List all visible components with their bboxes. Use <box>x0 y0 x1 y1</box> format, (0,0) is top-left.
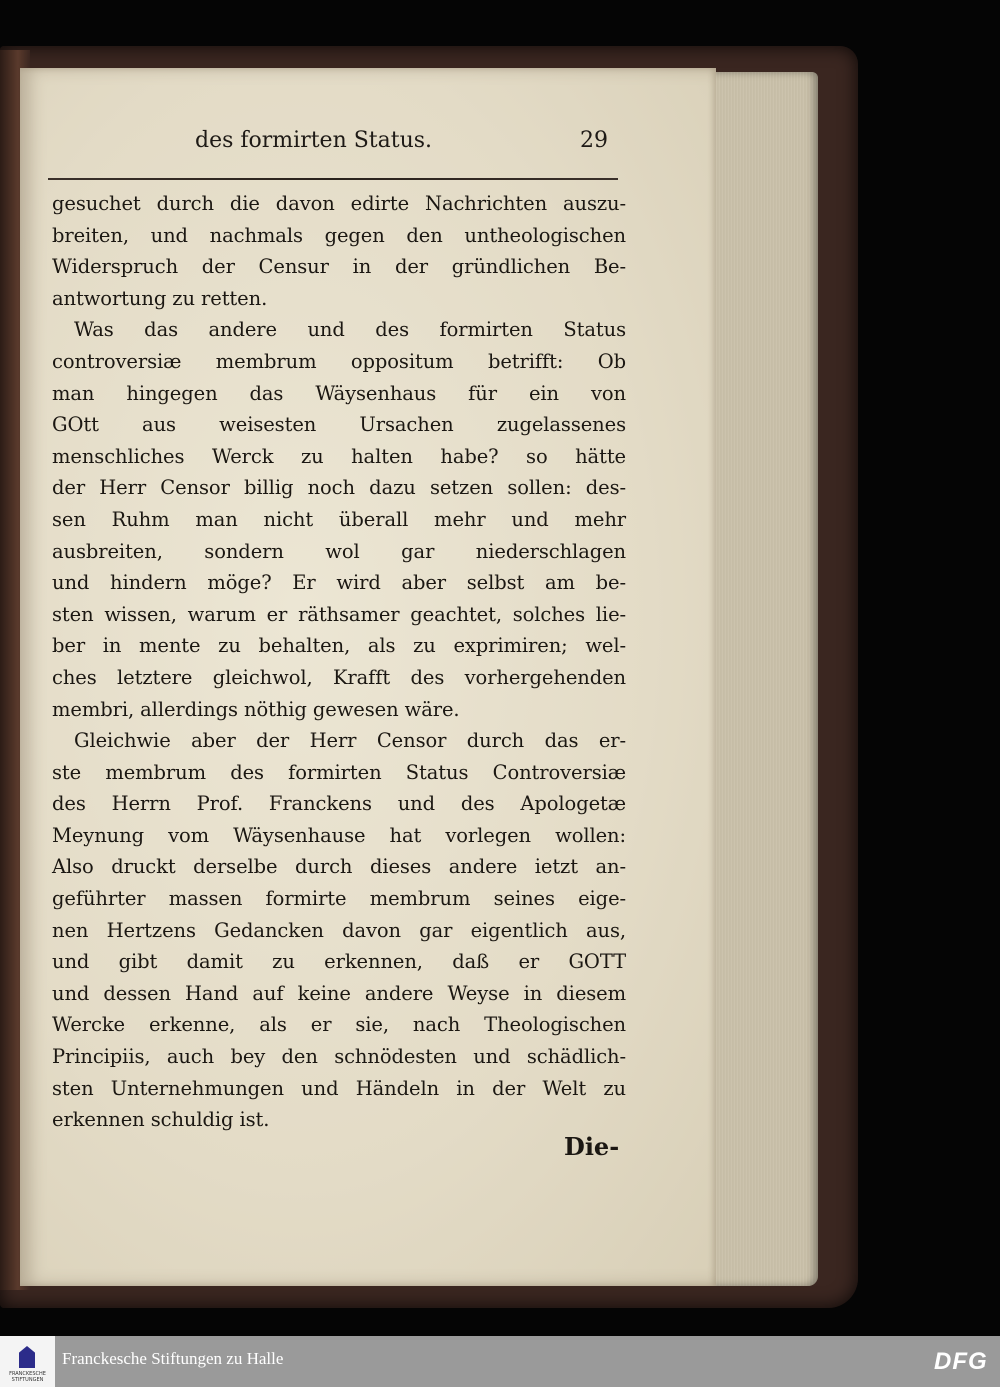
running-title: des formirten Status. <box>195 128 433 153</box>
text-line: erkennen schuldig ist. <box>52 1108 270 1132</box>
text-line: und hindern möge? Er wird aber selbst am be- <box>52 571 626 595</box>
text-line: ausbreiten, sondern wol gar niederschlagen <box>52 539 626 563</box>
page-number: 29 <box>580 128 608 153</box>
text-line: und dessen Hand auf keine andere Weyse in diesem <box>52 981 626 1005</box>
text-line: ber in mente zu behalten, als zu exprimiren; wel- <box>52 634 626 658</box>
viewer-footer <box>0 1336 1000 1387</box>
dfg-logo[interactable]: DFG <box>934 1348 988 1375</box>
body-text <box>52 188 626 1136</box>
text-line: sten Unternehmungen und Händeln in der Welt zu <box>52 1076 626 1100</box>
institution-logo[interactable] <box>0 1336 55 1387</box>
text-line: Principiis, auch bey den schnödesten und schädlich- <box>52 1045 626 1069</box>
catchword: Die- <box>564 1132 620 1161</box>
text-line: Gleichwie aber der Herr Censor durch das er- <box>74 729 626 753</box>
text-line: breiten, und nachmals gegen den untheologischen <box>52 223 626 247</box>
text-line: und gibt damit zu erkennen, daß er GOTT <box>52 950 626 974</box>
logo-caption: FRANCKESCHE STIFTUNGEN <box>9 1371 46 1383</box>
text-line: der Herr Censor billig noch dazu setzen sollen: des- <box>52 476 626 500</box>
text-line: ches letztere gleichwol, Krafft des vorhergehenden <box>52 665 626 689</box>
text-line: membri, allerdings nöthig gewesen wäre. <box>52 697 460 721</box>
text-line: antwortung zu retten. <box>52 286 268 310</box>
text-line: controversiæ membrum oppositum betrifft: Ob <box>52 349 626 373</box>
text-line: geführter massen formirte membrum seines eige- <box>52 887 626 911</box>
text-line: Widerspruch der Censur in der gründlichen Be- <box>52 255 626 279</box>
text-line: GOtt aus weisesten Ursachen zugelassenes <box>52 413 626 437</box>
text-line: nen Hertzens Gedancken davon gar eigentlich aus, <box>52 918 626 942</box>
page-header <box>195 128 615 168</box>
text-line: man hingegen das Wäysenhaus für ein von <box>52 381 626 405</box>
text-line: Wercke erkenne, als er sie, nach Theologischen <box>52 1013 626 1037</box>
text-line: gesuchet durch die davon edirte Nachrichten auszu- <box>52 192 626 215</box>
page-stack-edge <box>700 72 818 1286</box>
institution-name[interactable]: Franckesche Stiftungen zu Halle <box>62 1349 284 1368</box>
text-line: des Herrn Prof. Franckens und des Apologetæ <box>52 792 626 816</box>
text-line: Meynung vom Wäysenhause hat vorlegen wollen: <box>52 823 626 847</box>
text-line: Also druckt derselbe durch dieses andere ietzt an- <box>52 855 626 879</box>
text-line: menschliches Werck zu halten habe? so hätte <box>52 444 626 468</box>
text-line: sen Ruhm man nicht überall mehr und mehr <box>52 507 626 531</box>
text-line: sten wissen, warum er räthsamer geachtet, solches lie- <box>52 602 626 626</box>
text-line: ste membrum des formirten Status Controversiæ <box>52 760 626 784</box>
building-icon <box>19 1346 35 1368</box>
text-line: Was das andere und des formirten Status <box>74 318 626 342</box>
header-rule <box>48 178 618 180</box>
